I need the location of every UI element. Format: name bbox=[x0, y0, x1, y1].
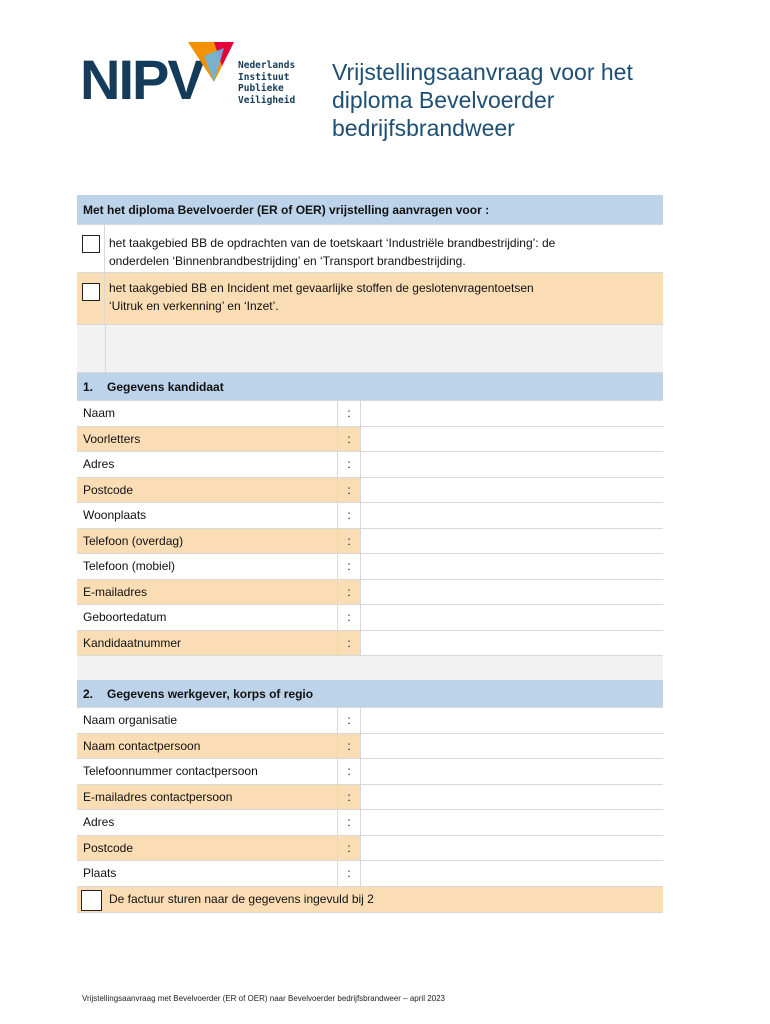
field-colon: : bbox=[337, 810, 361, 835]
field-label: Geboortedatum bbox=[83, 610, 167, 625]
field-colon: : bbox=[337, 503, 361, 528]
field-colon: : bbox=[337, 836, 361, 861]
option-row bbox=[77, 225, 663, 273]
invoice-label: De factuur sturen naar de gegevens ingevuld bij 2 bbox=[109, 892, 374, 906]
option-text-line: onderdelen ‘Binnenbrandbestrijding’ en ‘Transport brandbestrijding. bbox=[109, 254, 466, 268]
form-field-row bbox=[77, 529, 663, 555]
field-input[interactable] bbox=[361, 708, 663, 733]
field-colon: : bbox=[337, 401, 361, 426]
title-line: bedrijfsbrandweer bbox=[332, 115, 515, 141]
field-input[interactable] bbox=[361, 478, 663, 503]
option-2-checkbox[interactable] bbox=[82, 283, 100, 301]
field-label: Naam organisatie bbox=[83, 713, 178, 728]
form-field-row bbox=[77, 427, 663, 453]
section-2-heading bbox=[77, 680, 663, 708]
logo-sub-line: Nederlands bbox=[238, 60, 296, 71]
logo-wordmark: NIPV bbox=[80, 48, 203, 111]
section-gap bbox=[77, 656, 663, 680]
field-input[interactable] bbox=[361, 605, 663, 630]
field-colon: : bbox=[337, 529, 361, 554]
form-field-row bbox=[77, 810, 663, 836]
field-label: Naam contactpersoon bbox=[83, 738, 201, 753]
form-field-row bbox=[77, 452, 663, 478]
field-label: Kandidaatnummer bbox=[83, 635, 182, 650]
section-2-fields bbox=[77, 708, 663, 887]
field-input[interactable] bbox=[361, 759, 663, 784]
form-field-row bbox=[77, 401, 663, 427]
field-input[interactable] bbox=[361, 427, 663, 452]
spacer-cell bbox=[77, 325, 106, 372]
option-row bbox=[77, 273, 663, 325]
title-line: Vrijstellingsaanvraag voor het bbox=[332, 59, 633, 85]
field-input[interactable] bbox=[361, 401, 663, 426]
page-header bbox=[0, 0, 770, 180]
field-label: Postcode bbox=[83, 840, 134, 855]
field-label: Adres bbox=[83, 457, 115, 472]
option-text bbox=[105, 273, 542, 324]
document-title bbox=[332, 58, 732, 142]
field-input[interactable] bbox=[361, 785, 663, 810]
form-field-row bbox=[77, 580, 663, 606]
form-field-row bbox=[77, 785, 663, 811]
field-label: Plaats bbox=[83, 866, 117, 881]
title-line: diploma Bevelvoerder bbox=[332, 87, 555, 113]
logo-sub-line: Instituut bbox=[238, 71, 290, 83]
form-field-row bbox=[77, 861, 663, 887]
page-footer: Vrijstellingsaanvraag met Bevelvoerder (ER of OER) naar Bevelvoerder bedrijfsbrandweer – april 2023 bbox=[82, 994, 445, 1003]
form-field-row bbox=[77, 836, 663, 862]
section-1-fields bbox=[77, 401, 663, 656]
option-text bbox=[105, 225, 563, 272]
field-colon: : bbox=[337, 554, 361, 579]
section-number: 2. bbox=[83, 686, 94, 701]
field-colon: : bbox=[337, 580, 361, 605]
field-label: Postcode bbox=[83, 482, 134, 497]
field-label: Woonplaats bbox=[83, 508, 147, 523]
option-text-line: ‘Uitruk en verkenning’ en ‘Inzet’. bbox=[109, 299, 279, 313]
intro-heading: Met het diploma Bevelvoerder (ER of OER) vrijstelling aanvragen voor : bbox=[77, 195, 663, 225]
field-colon: : bbox=[337, 427, 361, 452]
logo-sub-line: Veiligheid bbox=[238, 94, 296, 106]
form-field-row bbox=[77, 554, 663, 580]
field-input[interactable] bbox=[361, 529, 663, 554]
section-title: Gegevens kandidaat bbox=[107, 379, 224, 394]
form-field-row bbox=[77, 478, 663, 504]
field-colon: : bbox=[337, 478, 361, 503]
field-label: Telefoon (mobiel) bbox=[83, 559, 176, 574]
field-input[interactable] bbox=[361, 631, 663, 656]
section-title: Gegevens werkgever, korps of regio bbox=[107, 686, 314, 701]
invoice-row bbox=[77, 887, 663, 913]
field-colon: : bbox=[337, 452, 361, 477]
form-field-row bbox=[77, 708, 663, 734]
field-input[interactable] bbox=[361, 734, 663, 759]
field-colon: : bbox=[337, 861, 361, 886]
form-field-row bbox=[77, 503, 663, 529]
form-field-row bbox=[77, 734, 663, 760]
field-input[interactable] bbox=[361, 503, 663, 528]
option-1-checkbox[interactable] bbox=[82, 235, 100, 253]
field-colon: : bbox=[337, 734, 361, 759]
form-field-row bbox=[77, 759, 663, 785]
form-field-row bbox=[77, 605, 663, 631]
field-input[interactable] bbox=[361, 836, 663, 861]
option-text-line: het taakgebied BB de opdrachten van de toetskaart ‘Industriële brandbestrijding’: de bbox=[109, 236, 556, 250]
application-form bbox=[77, 195, 663, 913]
field-colon: : bbox=[337, 708, 361, 733]
field-label: Telefoon (overdag) bbox=[83, 533, 184, 548]
field-colon: : bbox=[337, 785, 361, 810]
option-text-line: het taakgebied BB en Incident met gevaarlijke stoffen de geslotenvragentoetsen bbox=[109, 281, 534, 295]
invoice-checkbox-cell bbox=[77, 887, 105, 912]
section-1-heading bbox=[77, 373, 663, 401]
logo-sub-line: Publieke bbox=[238, 83, 284, 94]
invoice-checkbox[interactable] bbox=[81, 890, 102, 911]
form-field-row bbox=[77, 631, 663, 657]
field-colon: : bbox=[337, 759, 361, 784]
logo-subtitle bbox=[238, 60, 295, 106]
option-checkbox-cell bbox=[77, 225, 105, 272]
field-label: E-mailadres bbox=[83, 584, 148, 599]
field-colon: : bbox=[337, 631, 361, 656]
field-label: Naam bbox=[83, 406, 116, 421]
field-input[interactable] bbox=[361, 810, 663, 835]
field-colon: : bbox=[337, 605, 361, 630]
field-label: E-mailadres contactpersoon bbox=[83, 789, 233, 804]
spacer-row bbox=[77, 325, 663, 373]
field-input[interactable] bbox=[361, 861, 663, 886]
field-input[interactable] bbox=[361, 580, 663, 605]
section-number: 1. bbox=[83, 379, 94, 394]
field-label: Telefoonnummer contactpersoon bbox=[83, 764, 258, 779]
nipv-logo bbox=[80, 38, 320, 118]
field-input[interactable] bbox=[361, 554, 663, 579]
field-input[interactable] bbox=[361, 452, 663, 477]
option-checkbox-cell bbox=[77, 273, 105, 324]
field-label: Voorletters bbox=[83, 431, 141, 446]
field-label: Adres bbox=[83, 815, 115, 830]
